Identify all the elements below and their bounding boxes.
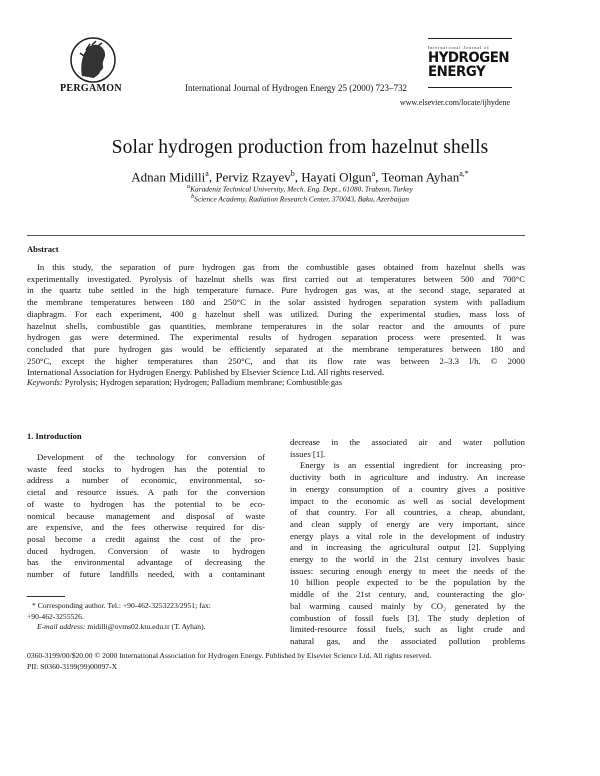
text-line: hydrogen gas were determined. The experimental results of hydrogen separation process were presented. It was bbox=[27, 332, 525, 343]
keywords-list: Pyrolysis; Hydrogen separation; Hydrogen; Palladium membrane; Combustible gas bbox=[64, 378, 342, 387]
author: Teoman Ayhan bbox=[381, 169, 460, 185]
journal-logo-small-text: International Journal of bbox=[428, 45, 490, 50]
journal-citation: International Journal of Hydrogen Energy 25 (2000) 723–732 bbox=[185, 83, 408, 93]
affiliations bbox=[0, 183, 600, 204]
page-footer bbox=[27, 650, 431, 672]
author: Hayati Olgun bbox=[301, 169, 372, 185]
author: Adnan Midilli bbox=[131, 169, 206, 185]
text-line: middle of the 21st century, and, counteracting the glo- bbox=[290, 589, 525, 600]
article-title: Solar hydrogen production from hazelnut shells bbox=[111, 137, 489, 158]
text-line: experimentally investigated. Pyrolysis of hazelnut shells was first carried out at temperatures between 500 and 700°C bbox=[27, 273, 525, 284]
keywords-label: Keywords: bbox=[27, 378, 63, 387]
text-line: are expensive, and the fees otherwise required for dis- bbox=[27, 522, 265, 533]
text-line: concluded that pure hydrogen gas would be efficiently separated at the membrane temperatures between 180 and bbox=[27, 343, 525, 354]
abstract-heading: Abstract bbox=[27, 244, 59, 254]
text-line: decrease in the associated air and water pollution bbox=[290, 437, 525, 447]
author-affiliation-mark: a bbox=[205, 169, 209, 178]
text-line: number of future landfills needed, with a contaminant bbox=[27, 569, 265, 580]
text-line: bal warming caused mainly by CO₂ generated by the bbox=[290, 600, 525, 611]
affiliation bbox=[0, 193, 600, 203]
text-line: address a number of economic, environmental, so- bbox=[27, 475, 265, 486]
text-line: issues [1]. bbox=[290, 448, 326, 459]
text-line: ductivity both in agriculture and industry. An increase bbox=[290, 472, 525, 483]
journal-logo-title bbox=[428, 50, 510, 80]
corresponding-author-note: * Corresponding author. Tel.: +90-462-3253223/2951; fax: bbox=[32, 601, 211, 610]
pii-line: PII: S0360-3199(99)00097-X bbox=[27, 662, 118, 671]
text-line: posal become a credit against the cost of the pro- bbox=[27, 533, 265, 544]
right-column-text bbox=[290, 437, 525, 648]
text-line: in the quartz tube settled in the high temperature furnace. Pure hydrogen gas was, at the second stage, separated at bbox=[27, 285, 525, 296]
section-heading-introduction: 1. Introduction bbox=[27, 431, 82, 441]
text-line: hazelnut shells, combustible gas quantities, membrane temperatures in the solar reactor and the amounts of pure bbox=[27, 320, 525, 331]
copyright-line: 0360-3199/00/$20.00 © 2000 International Association for Hydrogen Energy. Published by Elsevier Science Ltd. All rights reserved. bbox=[27, 651, 432, 660]
text-line: diaphragm. For each experiment, 400 g hazelnut shell was utilized. During the experimental studies, mass loss of bbox=[27, 308, 525, 319]
email-note bbox=[27, 622, 267, 633]
text-line: of waste to hydrogen has the potential to be eco- bbox=[27, 498, 265, 509]
text-line: energy to the world in the 21st century involves basic bbox=[290, 554, 525, 565]
text-line: nomical because management and disposal of waste bbox=[27, 510, 265, 521]
text-line: and clean supply of energy are very important, since bbox=[290, 518, 525, 529]
text-line: 10 billion people expected to be the population by the bbox=[290, 577, 525, 588]
text-line: and in increasing the agricultural output [2]. Supplying bbox=[290, 542, 525, 553]
logo-rule bbox=[428, 87, 512, 88]
text-line: Development of the technology for conversion of bbox=[37, 452, 265, 462]
footnote-divider bbox=[27, 596, 65, 597]
affiliation bbox=[0, 183, 600, 193]
text-line: 250°C, except the higher temperatures than 250°C, and that its flow rate was between 2–3.3 l/h. © 2000 bbox=[27, 355, 525, 366]
publisher-name: PERGAMON bbox=[60, 83, 122, 94]
pergamon-logo bbox=[68, 36, 118, 84]
email-label: E-mail address: bbox=[37, 622, 86, 631]
corresponding-author-fax: +90-462-3255526. bbox=[27, 611, 84, 621]
text-line: International Association for Hydrogen Energy. Published by Elsevier Science Ltd. All rights reserved. bbox=[27, 367, 385, 378]
email-address[interactable]: midilli@ovms02.ktu.edu.tr (T. Ayhan). bbox=[87, 622, 206, 631]
text-line: waste feed stocks to hydrogen has the potential to bbox=[27, 463, 265, 474]
left-column-text bbox=[27, 452, 265, 581]
affiliation-mark: b bbox=[191, 194, 195, 201]
logo-rule bbox=[428, 38, 512, 39]
text-line: energy plays a vital role in the development of industry bbox=[290, 530, 525, 541]
journal-logo bbox=[428, 38, 512, 88]
text-line: limited-resource fossil fuels, such as light crude and bbox=[290, 624, 525, 635]
journal-logo-line2: ENERGY bbox=[428, 64, 486, 80]
footnotes bbox=[27, 601, 267, 633]
affiliation-text: Science Academy, Radiation Research Center, 370043, Baku, Azerbaijan bbox=[194, 194, 409, 204]
divider bbox=[27, 235, 525, 236]
author-list: Adnan Midilli$^a$, Perviz Rzayev$^b$, Hayati Olgun$^a$, Teoman Ayhan$^{a,*}$ bbox=[131, 169, 469, 185]
text-line: In this study, the separation of pure hydrogen gas from the combustible gases obtained from hazelnut shells was bbox=[37, 262, 525, 272]
abstract-body bbox=[27, 262, 525, 379]
text-line: duced hydrogen. Conversion of waste to hydrogen bbox=[27, 545, 265, 556]
text-line: of that country. For all countries, a cheap, abundant, bbox=[290, 507, 525, 518]
text-line: cietal and resource issues. A path for the conversion bbox=[27, 487, 265, 498]
author-affiliation-mark: a,* bbox=[459, 169, 469, 178]
text-line: in energy consumption of a country gives a positive bbox=[290, 483, 525, 494]
text-line: impact to the economic as well as social development bbox=[290, 495, 525, 506]
author-affiliation-mark: b bbox=[290, 169, 295, 178]
text-line: has the environmental advantage of decreasing the bbox=[27, 557, 265, 568]
affiliation-text: Karadeniz Technical University, Mech. Eng. Dept., 61080, Trabzon, Turkey bbox=[190, 184, 413, 194]
text-line: natural gas, and the associated pollution problems bbox=[290, 635, 525, 646]
text-line: combustion of fossil fuels [3]. The study depletion of bbox=[290, 612, 525, 623]
journal-logo-line1: HYDROGEN bbox=[428, 50, 510, 66]
text-line: issues: securing enough energy to meet the needs of the bbox=[290, 565, 525, 576]
affiliation-mark: a bbox=[187, 184, 191, 190]
author-affiliation-mark: a bbox=[371, 169, 376, 178]
keywords bbox=[27, 378, 342, 387]
text-line: Energy is an essential ingredient for increasing pro- bbox=[300, 460, 525, 471]
text-line: the membrane temperatures between 180 and 250°C in the solar assisted hydrogen separation system with palladium bbox=[27, 297, 525, 308]
author: Perviz Rzayev bbox=[215, 169, 291, 185]
journal-url[interactable]: www.elsevier.com/locate/ijhydene bbox=[399, 98, 510, 107]
